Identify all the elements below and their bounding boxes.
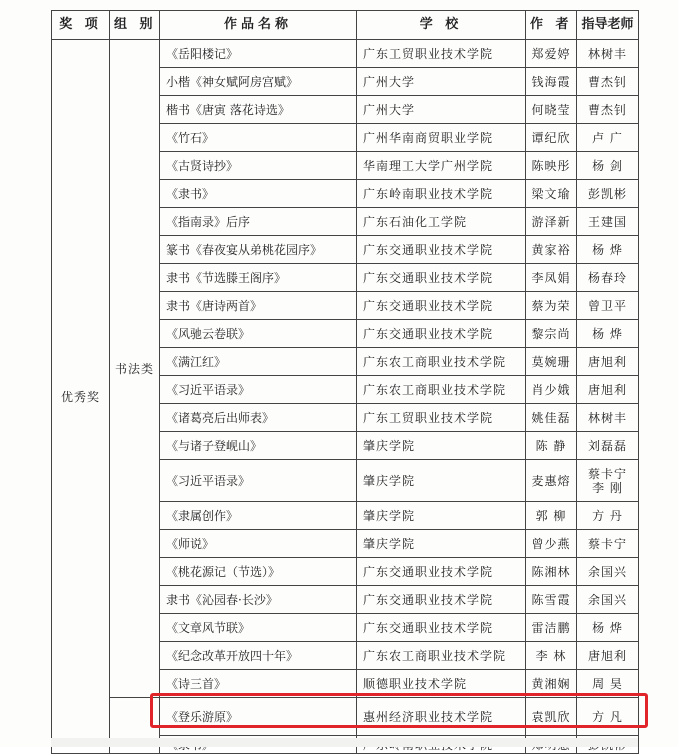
work-title-cell: 《与诸子登岘山》 [160, 432, 357, 460]
table-body [52, 40, 639, 754]
teacher-name: 曾卫平 [587, 298, 627, 313]
author-cell: 陈 静 [526, 432, 577, 460]
school-cell: 广东交通职业技术学院 [357, 614, 526, 642]
author-cell: 陈雪霞 [526, 586, 577, 614]
teacher-cell [577, 348, 639, 376]
work-title-cell: 《登乐游原》 [160, 698, 357, 736]
teacher-name: 蔡卡宁 [587, 536, 627, 551]
teacher-name: 方 凡 [592, 709, 623, 724]
teacher-name: 杨 烨 [592, 620, 623, 635]
teacher-name: 曹杰钊 [587, 102, 627, 117]
header-teacher: 指导老师 [577, 11, 639, 40]
work-title-cell: 楷书《唐寅 落花诗选》 [160, 96, 357, 124]
teacher-name: 林树丰 [587, 410, 627, 425]
header-author: 作 者 [526, 11, 577, 40]
author-cell: 李 林 [526, 642, 577, 670]
teacher-name: 余国兴 [587, 592, 627, 607]
award-cell: 优秀奖 [52, 40, 110, 754]
author-cell: 陈映彤 [526, 152, 577, 180]
teacher-cell [577, 404, 639, 432]
work-title-cell: 隶书《唐诗两首》 [160, 292, 357, 320]
author-cell: 何晓莹 [526, 96, 577, 124]
header-award: 奖 项 [52, 11, 110, 40]
teacher-cell [577, 614, 639, 642]
author-cell: 袁凯欣 [526, 698, 577, 736]
teacher-cell [577, 642, 639, 670]
teacher-name: 彭凯彬 [587, 186, 627, 201]
header-work: 作品名称 [160, 11, 357, 40]
school-cell: 广东工贸职业技术学院 [357, 40, 526, 68]
teacher-cell [577, 264, 639, 292]
author-cell: 雷洁鹏 [526, 614, 577, 642]
author-cell: 李凤娟 [526, 264, 577, 292]
work-title-cell: 《诸葛亮后出师表》 [160, 404, 357, 432]
teacher-name: 余国兴 [587, 564, 627, 579]
teacher-name: 曹杰钊 [587, 74, 627, 89]
work-title-cell: 《岳阳楼记》 [160, 40, 357, 68]
teacher-name: 杨 烨 [592, 326, 623, 341]
school-cell: 肇庆学院 [357, 530, 526, 558]
school-cell: 华南理工大学广州学院 [357, 152, 526, 180]
work-title-cell: 篆书《春夜宴从弟桃花园序》 [160, 236, 357, 264]
work-title-cell: 《习近平语录》 [160, 460, 357, 502]
header-group: 组 别 [110, 11, 160, 40]
teacher-name: 唐旭利 [587, 382, 627, 397]
school-cell: 广东工贸职业技术学院 [357, 404, 526, 432]
header-school: 学 校 [357, 11, 526, 40]
author-cell: 莫婉珊 [526, 348, 577, 376]
work-title-cell: 《隶属创作》 [160, 502, 357, 530]
work-title-cell: 《满江红》 [160, 348, 357, 376]
work-title-cell: 《习近平语录》 [160, 376, 357, 404]
author-cell: 郭 柳 [526, 502, 577, 530]
teacher-cell [577, 460, 639, 502]
author-cell: 谭纪欣 [526, 124, 577, 152]
school-cell: 广东交通职业技术学院 [357, 586, 526, 614]
teacher-cell [577, 530, 639, 558]
school-cell: 惠州经济职业技术学院 [357, 698, 526, 736]
author-cell: 陈湘林 [526, 558, 577, 586]
teacher-cell [577, 558, 639, 586]
school-cell: 顺德职业技术学院 [357, 670, 526, 698]
school-cell: 广东岭南职业技术学院 [357, 180, 526, 208]
page-bottom-edge [51, 738, 638, 747]
teacher-cell [577, 502, 639, 530]
work-title-cell: 《隶书》 [160, 180, 357, 208]
table-header-row [52, 11, 639, 40]
teacher-name: 唐旭利 [587, 648, 627, 663]
author-cell: 肖少娥 [526, 376, 577, 404]
teacher-cell [577, 376, 639, 404]
author-cell: 黄湘娴 [526, 670, 577, 698]
teacher-cell [577, 40, 639, 68]
teacher-cell [577, 292, 639, 320]
awards-table [51, 10, 639, 754]
author-cell: 曾少燕 [526, 530, 577, 558]
teacher-cell [577, 236, 639, 264]
work-title-cell: 《桃花源记（节选）》 [160, 558, 357, 586]
teacher-name: 王建国 [587, 214, 627, 229]
work-title-cell: 《古贤诗抄》 [160, 152, 357, 180]
school-cell: 广东农工商职业技术学院 [357, 348, 526, 376]
teacher-name: 杨 烨 [592, 242, 623, 257]
teacher-cell [577, 124, 639, 152]
teacher-name: 杨春玲 [587, 270, 627, 285]
school-cell: 广东交通职业技术学院 [357, 558, 526, 586]
teacher-name: 蔡卡宁 [587, 466, 627, 481]
school-cell: 广东交通职业技术学院 [357, 236, 526, 264]
work-title-cell: 《指南录》后序 [160, 208, 357, 236]
work-title-cell: 《师说》 [160, 530, 357, 558]
work-title-cell: 《纪念改革开放四十年》 [160, 642, 357, 670]
teacher-cell [577, 208, 639, 236]
author-cell: 钱海霞 [526, 68, 577, 96]
school-cell: 广东石油化工学院 [357, 208, 526, 236]
school-cell: 广东交通职业技术学院 [357, 292, 526, 320]
school-cell: 广州大学 [357, 68, 526, 96]
author-cell: 姚佳磊 [526, 404, 577, 432]
work-title-cell: 《文章风节联》 [160, 614, 357, 642]
author-cell: 游泽新 [526, 208, 577, 236]
teacher-cell [577, 180, 639, 208]
school-cell: 广州大学 [357, 96, 526, 124]
school-cell: 肇庆学院 [357, 460, 526, 502]
teacher-name: 方 丹 [592, 508, 623, 523]
work-title-cell: 《风驰云卷联》 [160, 320, 357, 348]
school-cell: 广东农工商职业技术学院 [357, 642, 526, 670]
teacher-cell [577, 432, 639, 460]
author-cell: 黎宗尚 [526, 320, 577, 348]
highlight-box [150, 693, 648, 728]
school-cell: 广东农工商职业技术学院 [357, 376, 526, 404]
group-cell: 书法类 [110, 40, 160, 698]
table-row [52, 40, 639, 68]
school-cell: 肇庆学院 [357, 432, 526, 460]
teacher-cell [577, 152, 639, 180]
teacher-cell [577, 586, 639, 614]
teacher-name: 唐旭利 [587, 354, 627, 369]
teacher-cell [577, 96, 639, 124]
teacher-name: 卢 广 [592, 130, 623, 145]
work-title-cell: 隶书《沁园春·长沙》 [160, 586, 357, 614]
school-cell: 广州华南商贸职业学院 [357, 124, 526, 152]
school-cell: 广东交通职业技术学院 [357, 320, 526, 348]
author-cell: 郑爱婷 [526, 40, 577, 68]
teacher-name: 周 昊 [592, 676, 623, 691]
teacher-name: 林树丰 [587, 46, 627, 61]
work-title-cell: 隶书《节选滕王阁序》 [160, 264, 357, 292]
work-title-cell: 《竹石》 [160, 124, 357, 152]
teacher-name: 刘磊磊 [587, 438, 627, 453]
teacher-cell [577, 320, 639, 348]
teacher-name: 杨 剑 [592, 158, 623, 173]
author-cell: 梁文瑜 [526, 180, 577, 208]
author-cell: 麦惠熔 [526, 460, 577, 502]
teacher-name: 李 刚 [592, 480, 623, 495]
work-title-cell: 小楷《神女赋阿房宫赋》 [160, 68, 357, 96]
school-cell: 广东交通职业技术学院 [357, 264, 526, 292]
author-cell: 蔡为荣 [526, 292, 577, 320]
teacher-cell [577, 68, 639, 96]
school-cell: 肇庆学院 [357, 502, 526, 530]
author-cell: 黄家裕 [526, 236, 577, 264]
work-title-cell: 《诗三首》 [160, 670, 357, 698]
